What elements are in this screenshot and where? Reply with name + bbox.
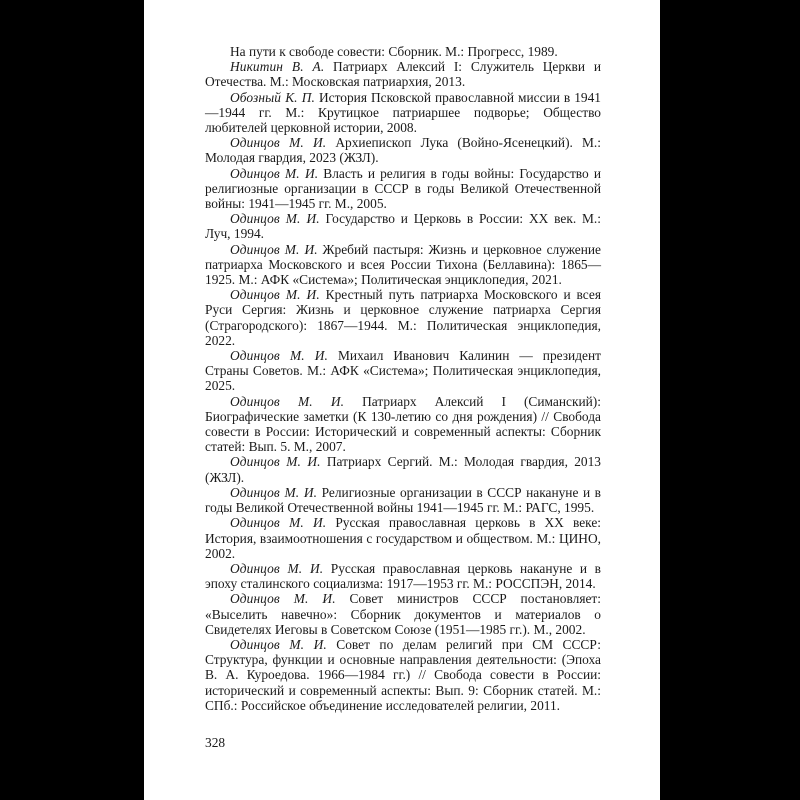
- entry-author: Одинцов М. И.: [230, 135, 327, 151]
- bibliography-entry: [205, 485, 601, 515]
- book-page: [144, 0, 660, 800]
- bibliography-entry: [205, 135, 601, 165]
- bibliography-entry: [205, 287, 601, 348]
- bibliography-list: [205, 44, 601, 713]
- bibliography-entry: [205, 211, 601, 241]
- entry-author: Никитин В. А.: [230, 59, 325, 75]
- bibliography-entry: [205, 454, 601, 484]
- entry-author: Одинцов М. И.: [230, 393, 345, 409]
- entry-text: Совет министров СССР постановляет: «Выселить навечно»: Сборник документов и материалов о Свидетелях Иеговы в Советском Союзе (1951—1985 гг.). М., 2002.: [205, 591, 601, 637]
- bibliography-entry: [205, 59, 601, 89]
- entry-text: Жребий пастыря: Жизнь и церковное служение патриарха Московского и всея России Тихона (Беллавина): 1865—1925. М.: АФК «Система»; Политическая энциклопедия, 2021.: [205, 241, 602, 288]
- bibliography-entry: [205, 515, 601, 561]
- entry-author: Одинцов М. И.: [230, 454, 321, 470]
- entry-text: Власть и религия в годы войны: Государство и религиозные организации в СССР в годы Великой Отечественной войны: 1941—1945 гг. М., 2005.: [205, 165, 601, 212]
- entry-author: Одинцов М. И.: [230, 515, 327, 531]
- left-black-border: [0, 0, 144, 800]
- right-black-border: [660, 0, 800, 800]
- bibliography-entry: [205, 44, 601, 59]
- bibliography-entry: [205, 591, 601, 637]
- entry-text: Патриарх Сергий. М.: Молодая гвардия, 2013 (ЖЗЛ).: [205, 454, 601, 485]
- entry-author: Одинцов М. И.: [230, 591, 336, 607]
- entry-author: Одинцов М. И.: [230, 241, 318, 257]
- entry-text: Михаил Иванович Калинин — президент Страны Советов. М.: АФК «Система»; Политическая энциклопедия, 2025.: [205, 348, 601, 394]
- entry-text: Религиозные организации в СССР накануне и в годы Великой Отечественной войны 1941—1945 гг. М.: РАГС, 1995.: [205, 484, 602, 516]
- entry-text: Русская православная церковь накануне и в эпоху сталинского социализма: 1917—1953 гг. М.: РОССПЭН, 2014.: [205, 560, 601, 592]
- entry-text: История Псковской православной миссии в 1941—1944 гг. М.: Крутицкое патриаршее подворье; Общество любителей церковной истории, 2008.: [205, 89, 601, 136]
- bibliography-entry: [205, 90, 601, 136]
- entry-author: Одинцов М. И.: [230, 636, 327, 652]
- bibliography-entry: [205, 242, 601, 288]
- entry-text: Патриарх Алексий I: Служитель Церкви и Отечества. М.: Московская патриархия, 2013.: [205, 59, 601, 90]
- entry-author: Одинцов М. И.: [230, 484, 318, 500]
- entry-text: На пути к свободе совести: Сборник. М.: Прогресс, 1989.: [230, 44, 558, 59]
- page-number: 328: [205, 735, 226, 750]
- entry-author: Одинцов М. И.: [230, 560, 324, 576]
- entry-author: Одинцов М. И.: [230, 287, 320, 303]
- bibliography-entry: [205, 561, 601, 591]
- bibliography-entry: [205, 637, 601, 713]
- bibliography-entry: [205, 394, 601, 455]
- entry-text: Государство и Церковь в России: XX век. М.: Луч, 1994.: [205, 211, 601, 242]
- bibliography-entry: [205, 348, 601, 394]
- bibliography-entry: [205, 166, 601, 212]
- entry-text: Патриарх Алексий I (Симанский): Биографические заметки (К 130-летию со дня рождения) // Свобода совести в России: Исторический и современный аспекты: Сборник статей: Вып. 5. М., 2007.: [205, 393, 601, 455]
- entry-author: Одинцов М. И.: [230, 348, 328, 364]
- entry-text: Русская православная церковь в XX веке: История, взаимоотношения с государством и обществом. М.: ЦИНО, 2002.: [205, 515, 601, 561]
- entry-text: Совет по делам религий при СМ СССР: Структура, функции и основные направления деятельности: (Эпоха В. А. Куроедова. 1966—1984 гг.) // Свобода совести в России: исторический и современный аспекты: Вып. 9: Сборник статей. М.: СПб.: Российское объединение исследователей религии, 2011.: [205, 636, 601, 713]
- entry-author: Одинцов М. И.: [230, 165, 319, 181]
- entry-author: Одинцов М. И.: [230, 211, 320, 227]
- entry-text: Архиепископ Лука (Войно-Ясенецкий). М.: Молодая гвардия, 2023 (ЖЗЛ).: [205, 135, 601, 166]
- entry-text: Крестный путь патриарха Московского и всея Руси Сергия: Жизнь и церковное служение патриарха Сергия (Страгородского): 1867—1944. М.: Политическая энциклопедия, 2022.: [205, 287, 602, 348]
- entry-author: Обозный К. П.: [230, 89, 315, 105]
